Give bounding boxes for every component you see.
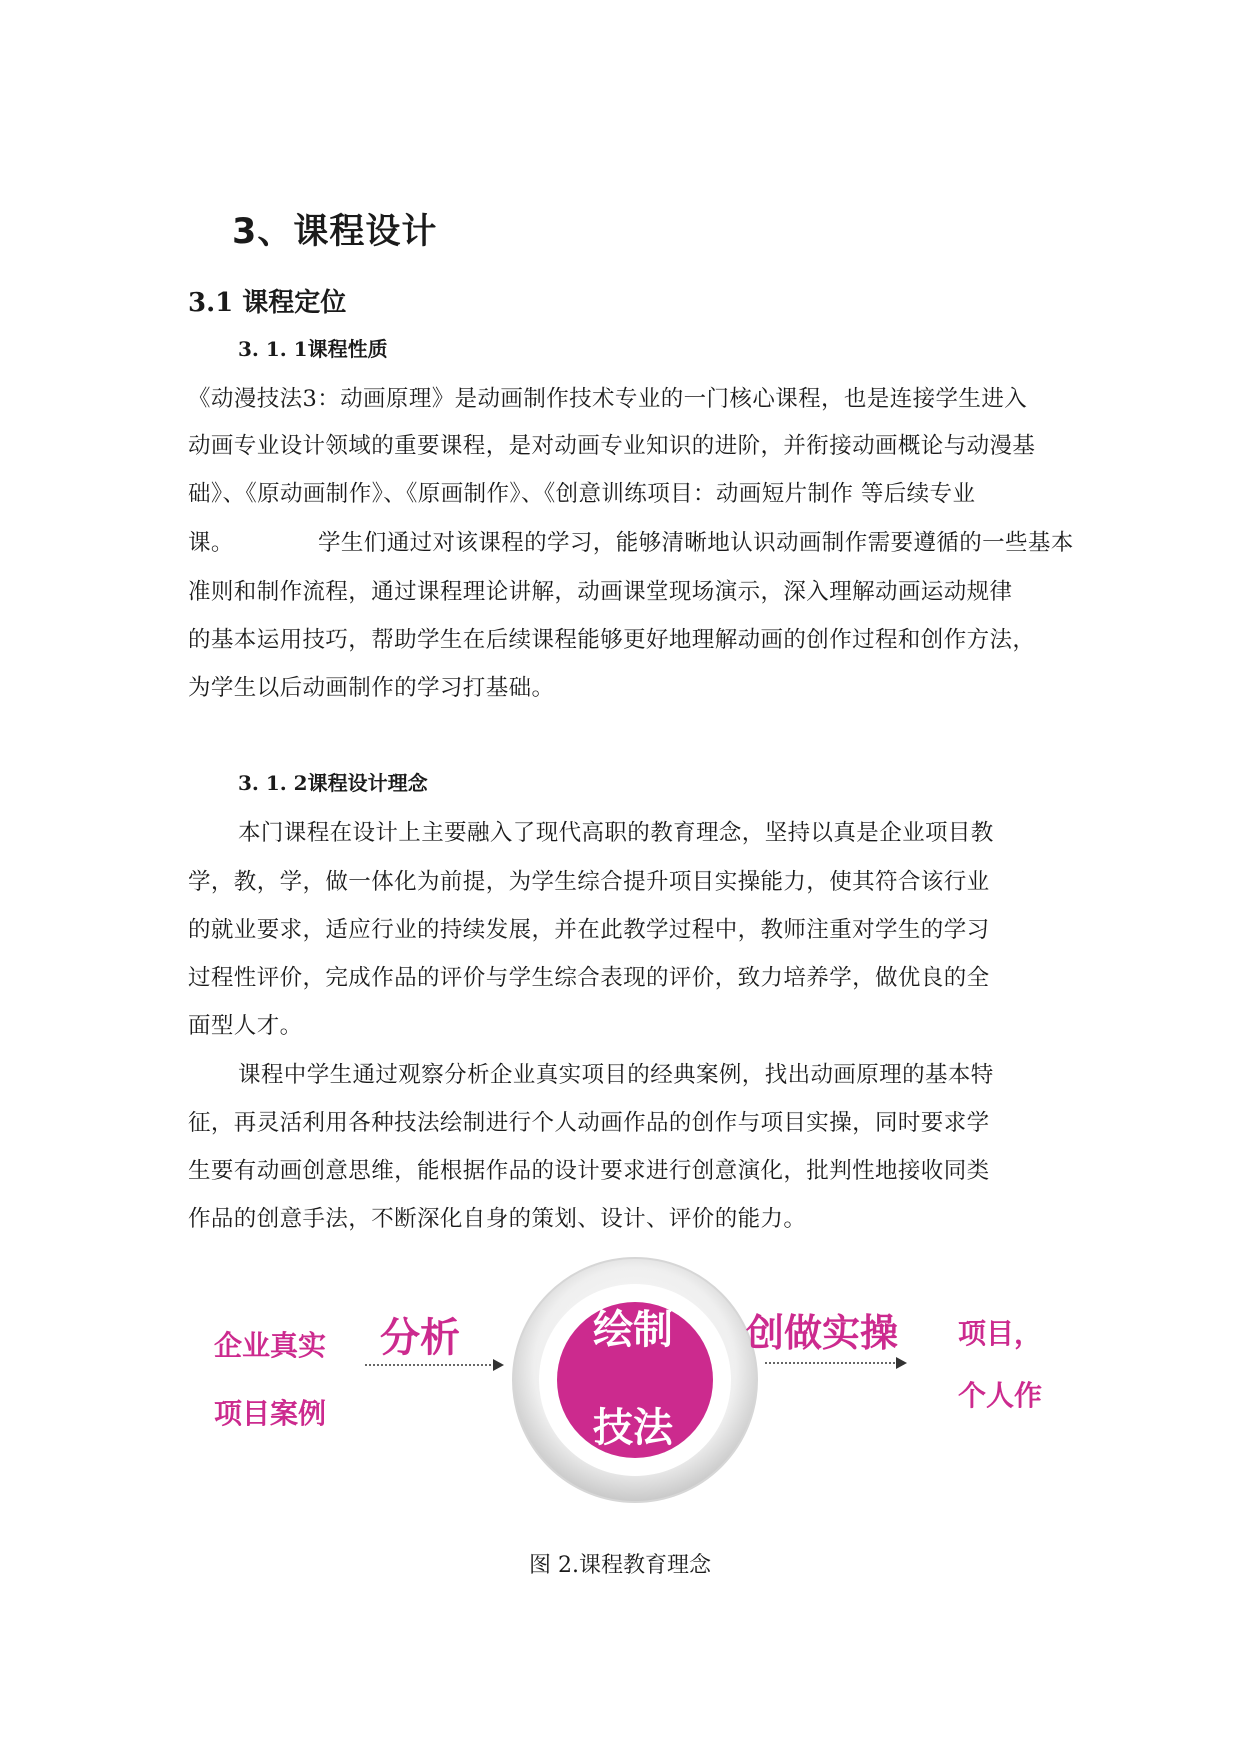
sub1-title: 3. 1. 1课程性质 <box>238 337 388 361</box>
sub1-line-8: 为学生以后动画制作的学习打基础。 <box>188 675 555 701</box>
sub2-line-3: 的就业要求，适应行业的持续发展，并在此教学过程中，教师注重对学生的学习 <box>188 917 990 943</box>
left-label-bottom: 项目案例 <box>214 1397 327 1430</box>
sub1-line-1: 《动漫技法3：动画原理》是动画制作技术专业的一门核心课程，也是连接学生进入 <box>188 386 1028 412</box>
sub2-line-8: 生要有动画创意思维，能根据作品的设计要求进行创意演化，批判性地接收同类 <box>188 1158 990 1184</box>
sub1-line-2: 动画专业设计领域的重要课程，是对动画专业知识的进阶，并衔接动画概论与动漫基 <box>188 433 1036 459</box>
arrow-2-head <box>896 1357 907 1369</box>
right-label-top: 项目， <box>958 1317 1043 1350</box>
sub1-line-4: 课。 <box>188 530 234 556</box>
diagram-graphics <box>0 1255 1240 1515</box>
right-label-bottom: 个人作 <box>958 1379 1043 1412</box>
center-label-top: 绘制 <box>593 1307 673 1353</box>
sub2-line-6: 课程中学生通过观察分析企业真实项目的经典案例，找出动画原理的基本特 <box>238 1062 994 1088</box>
sub2-line-4: 过程性评价，完成作品的评价与学生综合表现的评价，致力培养学，做优良的全 <box>188 965 990 991</box>
figure-caption: 图 2.课程教育理念 <box>529 1553 711 1578</box>
subsection-title: 3.1 课程定位 <box>188 288 347 318</box>
arrow-2-label: 创做实操 <box>746 1311 899 1355</box>
sub2-line-1: 本门课程在设计上主要融入了现代高职的教育理念，坚持以真是企业项目教 <box>238 820 994 846</box>
sub1-line-5: 学生们通过对该课程的学习，能够清晰地认识动画制作需要遵循的一些基本 <box>318 530 1074 556</box>
sub1-line-3: 础》、《原动画制作》、《原画制作》、《创意训练项目：动画短片制作 等后续专业 <box>188 481 976 507</box>
center-label-bottom: 技法 <box>593 1405 673 1451</box>
sub2-line-9: 作品的创意手法，不断深化自身的策划、设计、评价的能力。 <box>188 1206 807 1232</box>
left-label-top: 企业真实 <box>214 1329 327 1362</box>
arrow-1-head <box>493 1359 504 1371</box>
sub2-line-5: 面型人才。 <box>188 1013 303 1039</box>
section-title: 3、课程设计 <box>232 212 438 252</box>
sub2-line-2: 学，教，学，做一体化为前提，为学生综合提升项目实操能力，使其符合该行业 <box>188 869 990 895</box>
arrow-1-label: 分析 <box>380 1315 460 1361</box>
sub2-title: 3. 1. 2课程设计理念 <box>238 771 428 795</box>
sub2-line-7: 征，再灵活利用各种技法绘制进行个人动画作品的创作与项目实操，同时要求学 <box>188 1110 990 1136</box>
sub1-line-7: 的基本运用技巧，帮助学生在后续课程能够更好地理解动画的创作过程和创作方法， <box>188 627 1036 653</box>
sub1-line-6: 准则和制作流程，通过课程理论讲解，动画课堂现场演示，深入理解动画运动规律 <box>188 579 1013 605</box>
